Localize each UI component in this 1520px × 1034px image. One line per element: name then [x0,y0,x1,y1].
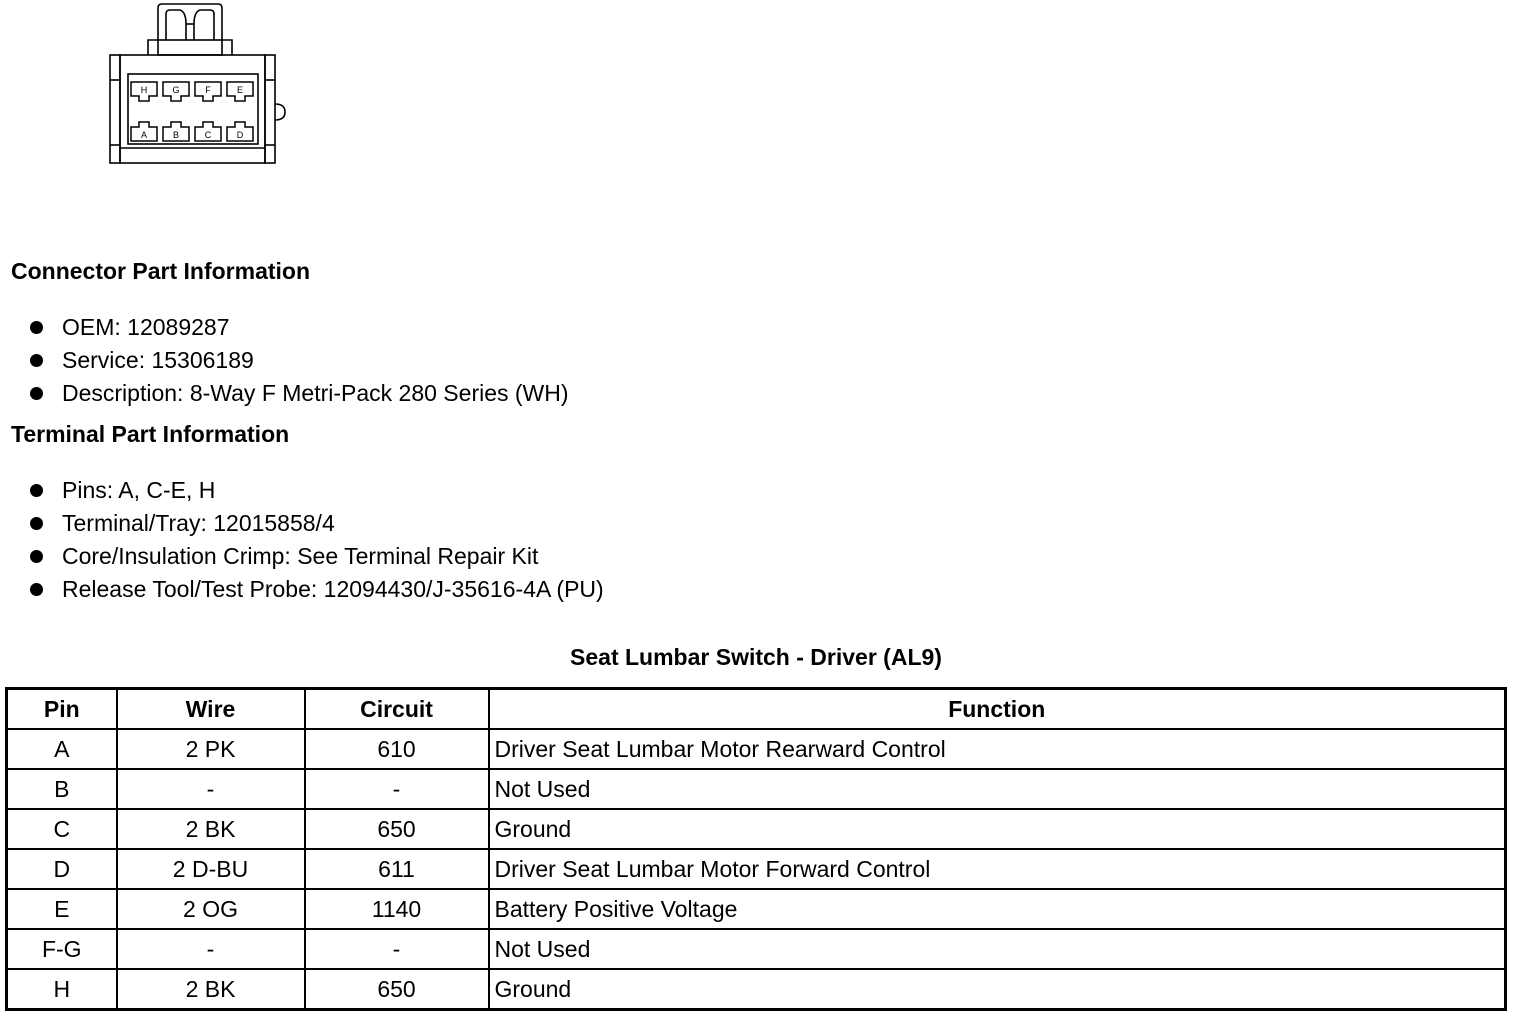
cell-function: Battery Positive Voltage [489,889,1506,929]
table-title: Seat Lumbar Switch - Driver (AL9) [570,644,942,670]
pin-cavity-label: E [236,85,244,95]
cell-circuit: 610 [305,729,489,769]
table-row [7,809,1506,849]
bullet-icon [30,517,43,530]
list-item-text: Release Tool/Test Probe: 12094430/J-35616-4A (PU) [62,576,604,602]
pin-cavity [227,122,253,141]
pin-cavity [195,122,221,141]
pin-cavity-label: D [236,130,244,140]
cell-wire: 2 BK [117,809,305,849]
cell-function: Ground [489,809,1506,849]
table-header-row [7,689,1506,730]
cell-pin: F-G [7,929,117,969]
cell-wire: 2 OG [117,889,305,929]
terminal-info-list [30,474,604,606]
table-row [7,929,1506,969]
cell-wire: - [117,929,305,969]
cell-wire: 2 D-BU [117,849,305,889]
cell-circuit: - [305,929,489,969]
connector-left-flange [110,55,120,163]
header-circuit: Circuit [305,689,489,730]
cell-circuit: - [305,769,489,809]
bullet-icon [30,387,43,400]
pin-cavity [131,122,157,141]
cell-wire: - [117,769,305,809]
list-item-text: Pins: A, C-E, H [62,477,216,503]
cell-wire: 2 BK [117,969,305,1010]
list-item-text: Terminal/Tray: 12015858/4 [62,510,335,536]
header-pin: Pin [7,689,117,730]
list-item [30,474,604,507]
cell-circuit: 611 [305,849,489,889]
connector-info-heading: Connector Part Information [11,258,311,284]
connector-body [120,55,265,163]
cell-wire: 2 PK [117,729,305,769]
bullet-icon [30,354,43,367]
list-item-text: Service: 15306189 [62,347,254,373]
table-row [7,889,1506,929]
pin-cavity-label: G [172,85,180,95]
list-item [30,311,569,344]
cell-pin: D [7,849,117,889]
connector-info-list [30,311,569,410]
pin-cavity-label: C [204,130,212,140]
bullet-icon [30,321,43,334]
cell-circuit: 650 [305,809,489,849]
table-row [7,729,1506,769]
bullet-icon [30,484,43,497]
cell-circuit: 1140 [305,889,489,929]
pin-cavity [131,82,157,101]
cell-pin: A [7,729,117,769]
pin-cavity [195,82,221,101]
cell-function: Ground [489,969,1506,1010]
table-row [7,769,1506,809]
connector-side-latch [275,104,285,120]
list-item [30,377,569,410]
cell-function: Not Used [489,769,1506,809]
pin-cavity-label: B [172,130,180,140]
list-item-text: OEM: 12089287 [62,314,230,340]
cell-function: Not Used [489,929,1506,969]
cell-pin: E [7,889,117,929]
table-row [7,969,1506,1010]
list-item [30,540,604,573]
cell-circuit: 650 [305,969,489,1010]
list-item-text: Core/Insulation Crimp: See Terminal Repair Kit [62,543,539,569]
pin-cavity-label: A [140,130,148,140]
cell-pin: B [7,769,117,809]
pin-cavity [163,82,189,101]
pin-cavity [163,122,189,141]
pin-table [5,687,1507,1011]
cell-function: Driver Seat Lumbar Motor Rearward Control [489,729,1506,769]
connector-right-flange [265,55,275,163]
bullet-icon [30,550,43,563]
pin-cavity-label: F [205,85,211,95]
cell-pin: C [7,809,117,849]
header-function: Function [489,689,1506,730]
table-row [7,849,1506,889]
pin-cavity [227,82,253,101]
connector-face-diagram [100,0,290,170]
list-item [30,507,604,540]
list-item-text: Description: 8-Way F Metri-Pack 280 Series (WH) [62,380,569,406]
list-item [30,344,569,377]
cell-function: Driver Seat Lumbar Motor Forward Control [489,849,1506,889]
bullet-icon [30,583,43,596]
terminal-info-heading: Terminal Part Information [11,421,290,447]
pin-cavity-label: H [140,85,148,95]
header-wire: Wire [117,689,305,730]
cell-pin: H [7,969,117,1010]
list-item [30,573,604,606]
connector-lock-tab [148,4,232,55]
